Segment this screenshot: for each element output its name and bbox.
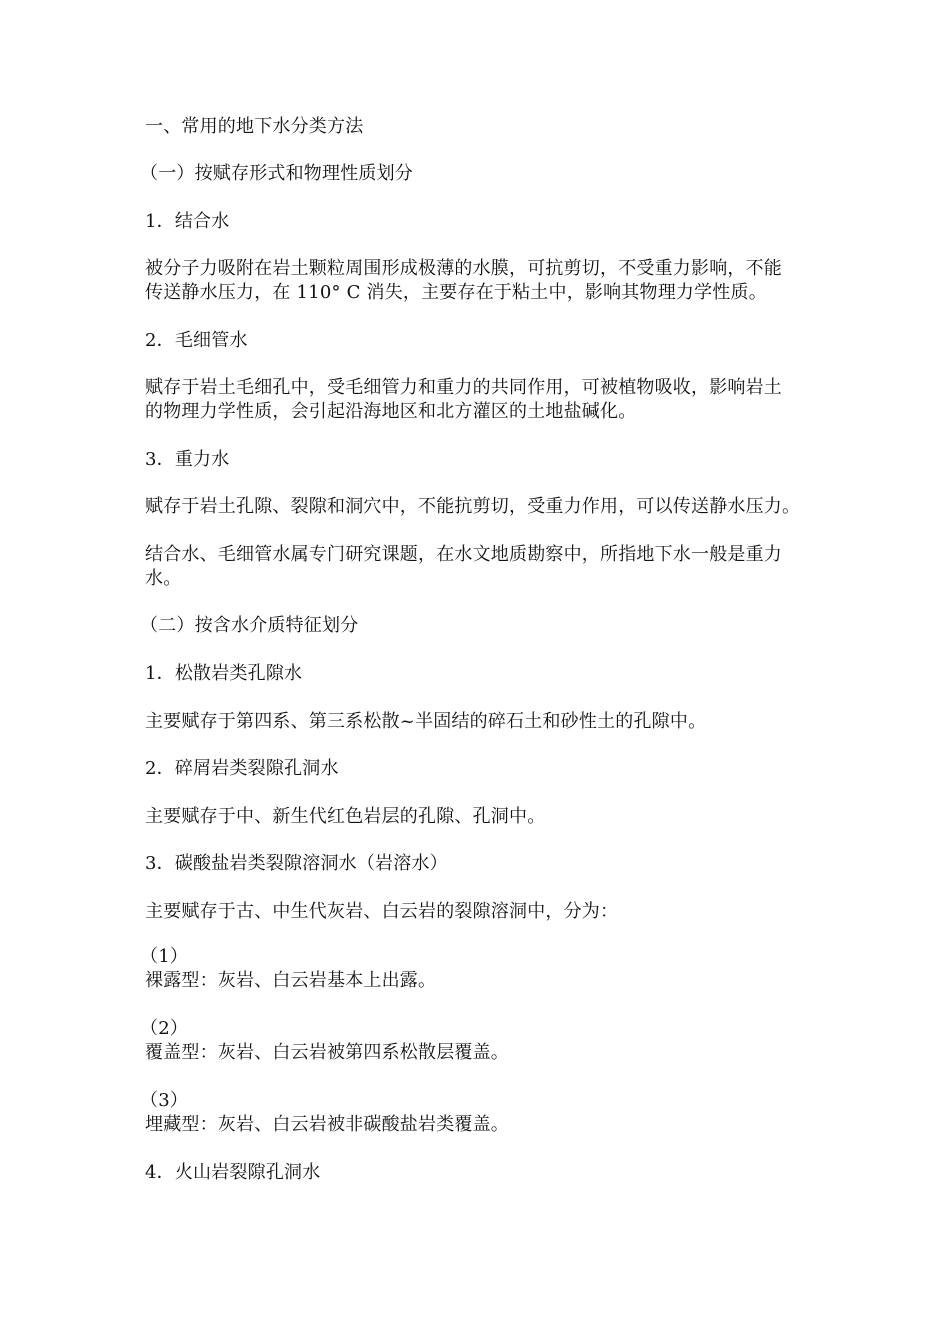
paragraph-line: 赋存于岩土孔隙、裂隙和洞穴中，不能抗剪切，受重力作用，可以传送静水压力。 (145, 496, 801, 517)
paragraph-line: 传送静水压力，在 110° C 消失，主要存在于粘土中，影响其物理力学性质。 (145, 282, 767, 303)
paragraph-line: 主要赋存于中、新生代红色岩层的孔隙、孔洞中。 (145, 806, 546, 827)
item-title-bound-water: 1．结合水 (145, 211, 230, 232)
paragraph-line: 水。 (145, 568, 182, 589)
item-title-karst-water: 3．碳酸盐岩类裂隙溶洞水（岩溶水） (145, 853, 448, 874)
sub-item-number: （3） (140, 1090, 189, 1111)
section-heading-2: （二）按含水介质特征划分 (140, 615, 359, 636)
item-title-clastic-rock-water: 2．碎屑岩类裂隙孔洞水 (145, 758, 339, 779)
paragraph-line: 被分子力吸附在岩土颗粒周围形成极薄的水膜，可抗剪切，不受重力影响，不能 (145, 258, 782, 279)
sub-item-text: 覆盖型：灰岩、白云岩被第四系松散层覆盖。 (145, 1042, 509, 1063)
section-heading-1: （一）按赋存形式和物理性质划分 (140, 163, 413, 184)
item-title-gravity-water: 3．重力水 (145, 449, 230, 470)
paragraph-line: 主要赋存于古、中生代灰岩、白云岩的裂隙溶洞中，分为： (145, 901, 619, 922)
paragraph-line: 赋存于岩土毛细孔中，受毛细管力和重力的共同作用，可被植物吸收，影响岩土 (145, 377, 782, 398)
document-title: 一、常用的地下水分类方法 (145, 116, 364, 137)
item-title-volcanic-rock-water: 4．火山岩裂隙孔洞水 (145, 1162, 321, 1183)
sub-item-text: 埋藏型：灰岩、白云岩被非碳酸盐岩类覆盖。 (145, 1114, 509, 1135)
sub-item-text: 裸露型：灰岩、白云岩基本上出露。 (145, 970, 437, 991)
paragraph-line: 主要赋存于第四系、第三系松散~半固结的碎石土和砂性土的孔隙中。 (145, 711, 707, 732)
paragraph-line: 的物理力学性质，会引起沿海地区和北方灌区的土地盐碱化。 (145, 401, 637, 422)
paragraph-line: 结合水、毛细管水属专门研究课题，在水文地质勘察中，所指地下水一般是重力 (145, 544, 782, 565)
item-title-loose-rock-pore-water: 1．松散岩类孔隙水 (145, 663, 303, 684)
sub-item-number: （2） (140, 1018, 189, 1039)
item-title-capillary-water: 2．毛细管水 (145, 330, 248, 351)
sub-item-number: （1） (140, 946, 189, 967)
